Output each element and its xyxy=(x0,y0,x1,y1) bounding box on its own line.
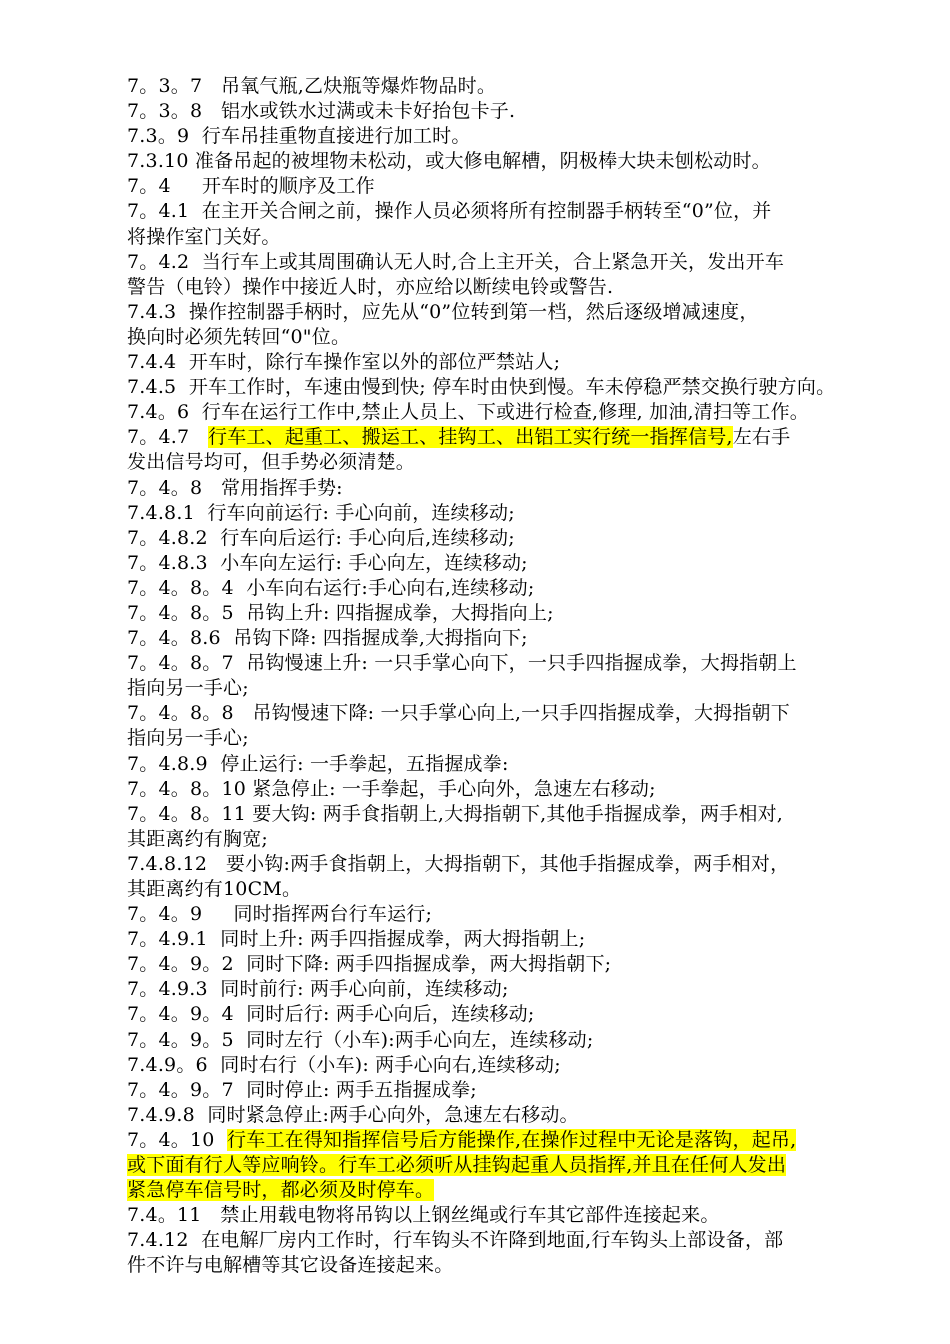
text-segment: 7。4。9。4 同时后行: 两手心向后，连续移动; xyxy=(127,1003,535,1026)
text-segment: 将操作室门关好。 xyxy=(127,225,281,248)
text-line xyxy=(127,199,917,224)
text-line xyxy=(127,325,917,350)
text-line xyxy=(127,1203,917,1228)
text-line xyxy=(127,425,917,450)
text-line xyxy=(127,450,917,475)
text-segment: 7。3。8 铝水或铁水过满或未卡好抬包卡子. xyxy=(127,100,516,123)
text-line xyxy=(127,501,917,526)
text-segment: 7.4.9.8 同时紧急停止:两手心向外，急速左右移动。 xyxy=(127,1103,579,1126)
text-segment: 7。4.1 在主开关合闸之前，操作人员必须将所有控制器手柄转至“0”位，并 xyxy=(127,200,772,223)
text-segment: 7。4.8.9 停止运行: 一手拳起，五指握成拳: xyxy=(127,752,509,775)
text-line xyxy=(127,1153,917,1178)
text-segment: 指向另一手心; xyxy=(127,727,249,750)
text-segment: 7。4。9。5 同时左行（小车):两手心向左，连续移动; xyxy=(127,1028,594,1051)
text-line xyxy=(127,400,917,425)
text-segment: 件不许与电解槽等其它设备连接起来。 xyxy=(127,1254,454,1277)
text-line xyxy=(127,626,917,651)
text-line xyxy=(127,1178,917,1203)
text-segment: 7.4。11 禁止用载电物将吊钩以上钢丝绳或行车其它部件连接起来。 xyxy=(127,1204,720,1227)
highlighted-text: 行车工在得知指挥信号后方能操作,在操作过程中无论是落钩，起吊, xyxy=(227,1128,797,1151)
text-segment: 7。4.9.3 同时前行: 两手心向前，连续移动; xyxy=(127,978,509,1001)
text-segment: 7。4。9 同时指挥两台行车运行; xyxy=(127,903,433,926)
text-line xyxy=(127,576,917,601)
text-line xyxy=(127,701,917,726)
text-segment: 发出信号均可，但手势必须清楚。 xyxy=(127,451,416,474)
text-segment: 7。4。8.6 吊钩下降: 四指握成拳,大拇指向下; xyxy=(127,627,528,650)
text-segment: 7。4.8.2 行车向后运行: 手心向后,连续移动; xyxy=(127,526,515,549)
text-segment: 7。4。10 xyxy=(127,1128,228,1151)
text-segment: 7。4.2 当行车上或其周围确认无人时,合上主开关，合上紧急开关，发出开车 xyxy=(127,250,785,273)
text-segment: 7。4。8。11 要大钩: 两手食指朝上,大拇指朝下,其他手指握成拳，两手相对, xyxy=(127,802,784,825)
text-segment: 7。4。9。2 同时下降: 两手四指握成拳，两大拇指朝下; xyxy=(127,953,612,976)
text-segment: 7。4.8.3 小车向左运行: 手心向左，连续移动; xyxy=(127,551,528,574)
text-line xyxy=(127,275,917,300)
text-segment: 指向另一手心; xyxy=(127,677,249,700)
text-line xyxy=(127,1228,917,1253)
text-line xyxy=(127,852,917,877)
text-line xyxy=(127,526,917,551)
text-line xyxy=(127,350,917,375)
text-segment: 7.4.3 操作控制器手柄时，应先从“0”位转到第一档，然后逐级增减速度， xyxy=(127,300,759,323)
text-segment: 7。4 开车时的顺序及工作 xyxy=(127,175,375,198)
text-segment: 7.4.4 开车时，除行车操作室以外的部位严禁站人; xyxy=(127,351,561,374)
text-segment: 7。4。8。8 吊钩慢速下降: 一只手掌心向上,一只手四指握成拳，大拇指朝下 xyxy=(127,702,790,725)
text-segment: 7。4。8。10 紧急停止: 一手拳起，手心向外，急速左右移动; xyxy=(127,777,656,800)
text-line xyxy=(127,877,917,902)
text-segment: 7.4.9。6 同时右行（小车): 两手心向右,连续移动; xyxy=(127,1053,561,1076)
text-segment: 7。4。8。4 小车向右运行:手心向右,连续移动; xyxy=(127,576,535,599)
text-segment: 7.4.12 在电解厂房内工作时，行车钩头不许降到地面,行车钩头上部设备，部 xyxy=(127,1229,784,1252)
text-line xyxy=(127,551,917,576)
text-line xyxy=(127,726,917,751)
text-segment: 7。4。8。5 吊钩上升: 四指握成拳，大拇指向上; xyxy=(127,601,554,624)
text-line xyxy=(127,74,917,99)
text-line xyxy=(127,375,917,400)
text-line xyxy=(127,802,917,827)
text-line xyxy=(127,902,917,927)
highlighted-text: 或下面有行人等应响铃。行车工必须听从挂钩起重人员指挥,并且在任何人发出 xyxy=(127,1154,787,1177)
text-segment: 换向时必须先转回“0"位。 xyxy=(127,325,351,348)
text-line xyxy=(127,651,917,676)
text-line xyxy=(127,1078,917,1103)
text-line xyxy=(127,1128,917,1153)
text-line xyxy=(127,225,917,250)
text-segment: 7.3。9 行车吊挂重物直接进行加工时。 xyxy=(127,125,471,148)
text-segment: 7。4.7 xyxy=(127,426,209,449)
text-line xyxy=(127,827,917,852)
text-line xyxy=(127,124,917,149)
text-line xyxy=(127,927,917,952)
text-segment: 7.4.8.12 要小钩:两手食指朝上，大拇指朝下，其他手指握成拳，两手相对， xyxy=(127,852,790,875)
text-line xyxy=(127,1253,917,1278)
text-segment: 7.4.8.1 行车向前运行: 手心向前，连续移动; xyxy=(127,501,515,524)
text-segment: 7.4。6 行车在运行工作中,禁止人员上、下或进行检查,修理, 加油,清扫等工作。 xyxy=(127,401,809,424)
text-line xyxy=(127,1053,917,1078)
text-line xyxy=(127,952,917,977)
highlighted-text: 行车工、起重工、搬运工、挂钩工、出铝工实行统一指挥信号, xyxy=(208,426,733,449)
text-segment: 7。4.9.1 同时上升: 两手四指握成拳，两大拇指朝上; xyxy=(127,928,586,951)
highlighted-text: 紧急停车信号时，都必须及时停车。 xyxy=(127,1179,435,1202)
text-segment: 7.4.5 开车工作时，车速由慢到快; 停车时由快到慢。车未停稳严禁交换行驶方向。 xyxy=(127,376,836,399)
text-segment: 7.3.10 准备吊起的被埋物未松动，或大修电解槽，阴极棒大块未刨松动时。 xyxy=(127,150,771,173)
document-body xyxy=(127,74,917,1279)
text-segment: 其距离约有胸宽; xyxy=(127,827,269,850)
text-segment: 其距离约有10CM。 xyxy=(127,878,302,900)
text-segment: 7。4。8。7 吊钩慢速上升: 一只手掌心向下，一只手四指握成拳，大拇指朝上 xyxy=(127,652,797,675)
text-line xyxy=(127,300,917,325)
text-line xyxy=(127,1028,917,1053)
text-segment: 7。3。7 吊氧气瓶,乙炔瓶等爆炸物品时。 xyxy=(127,75,497,97)
text-line xyxy=(127,1002,917,1027)
text-line xyxy=(127,476,917,501)
text-segment: 7。4。9。7 同时停止: 两手五指握成拳; xyxy=(127,1078,477,1101)
text-segment: 左右手 xyxy=(732,426,791,449)
text-line xyxy=(127,676,917,701)
text-segment: 警告（电铃）操作中接近人时，亦应给以断续电铃或警告. xyxy=(127,275,614,298)
text-line xyxy=(127,149,917,174)
text-line xyxy=(127,977,917,1002)
text-line xyxy=(127,752,917,777)
text-line xyxy=(127,601,917,626)
text-segment: 7。4。8 常用指挥手势: xyxy=(127,476,343,499)
text-line xyxy=(127,250,917,275)
text-line xyxy=(127,174,917,199)
text-line xyxy=(127,1103,917,1128)
text-line xyxy=(127,777,917,802)
text-line xyxy=(127,99,917,124)
